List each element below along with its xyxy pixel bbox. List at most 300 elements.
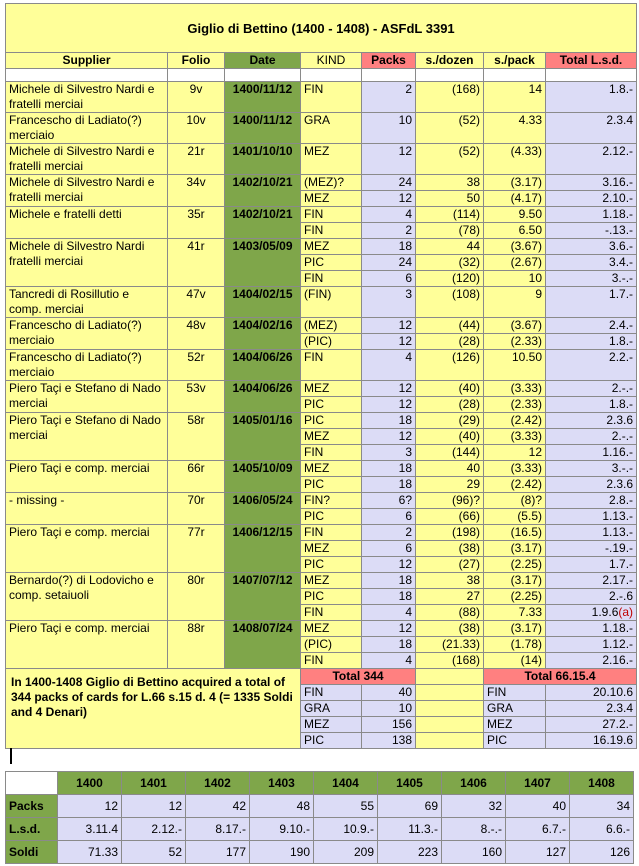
year-value: 3.11.4 bbox=[58, 818, 122, 841]
per-pack-cell: (2.67) bbox=[484, 255, 546, 271]
total-cell: 2.-.- bbox=[546, 381, 637, 397]
per-dozen-cell: (126) bbox=[416, 350, 484, 381]
total-cell: 1.18.- bbox=[546, 207, 637, 223]
total-cell: 1.8.- bbox=[546, 334, 637, 350]
footnote-marker: (a) bbox=[618, 605, 634, 619]
year-value: 34 bbox=[570, 795, 634, 818]
kind-cell: FIN bbox=[301, 271, 362, 287]
total-cell: 1.12.- bbox=[546, 637, 637, 653]
per-dozen-cell: (108) bbox=[416, 287, 484, 318]
kind-cell: (FIN) bbox=[301, 287, 362, 318]
summary-packs: 156 bbox=[362, 717, 416, 733]
date-cell: 1404/06/26 bbox=[225, 381, 301, 413]
per-dozen-cell: (66) bbox=[416, 509, 484, 525]
folio-cell: 88r bbox=[168, 621, 225, 669]
summary-packs: 138 bbox=[362, 733, 416, 749]
year-value: 10.9.- bbox=[314, 818, 378, 841]
total-value: 1.9.6 bbox=[591, 605, 619, 619]
table-row bbox=[6, 573, 637, 589]
per-pack-cell: (2.42) bbox=[484, 477, 546, 493]
summary-kind: PIC bbox=[301, 733, 362, 749]
per-dozen-cell: (168) bbox=[416, 82, 484, 113]
year-value: 177 bbox=[186, 841, 250, 864]
per-dozen-cell: (27) bbox=[416, 557, 484, 573]
year-data-row bbox=[6, 841, 634, 864]
kind-cell: FIN bbox=[301, 223, 362, 239]
date-cell: 1400/11/12 bbox=[225, 82, 301, 113]
year-value: 40 bbox=[506, 795, 570, 818]
total-cell: 2.-.6 bbox=[546, 589, 637, 605]
per-dozen-cell: (52) bbox=[416, 144, 484, 175]
per-pack-cell: 9 bbox=[484, 287, 546, 318]
per-dozen-cell: (120) bbox=[416, 271, 484, 287]
summary-packs: 40 bbox=[362, 685, 416, 701]
year-value: 42 bbox=[186, 795, 250, 818]
per-dozen-cell: (96)? bbox=[416, 493, 484, 509]
folio-cell: 10v bbox=[168, 113, 225, 144]
per-pack-cell: (3.33) bbox=[484, 429, 546, 445]
kind-cell: FIN bbox=[301, 653, 362, 669]
kind-cell: PIC bbox=[301, 397, 362, 413]
table-row bbox=[6, 413, 637, 429]
per-dozen-cell: (38) bbox=[416, 621, 484, 637]
year-header: 1408 bbox=[570, 772, 634, 795]
table-row bbox=[6, 113, 637, 144]
date-cell: 1406/12/15 bbox=[225, 525, 301, 573]
per-dozen-cell: (198) bbox=[416, 525, 484, 541]
total-cell: 3.4.- bbox=[546, 255, 637, 271]
table-row bbox=[6, 318, 637, 334]
summary-kind: GRA bbox=[484, 701, 546, 717]
total-cell: 1.8.- bbox=[546, 82, 637, 113]
total-cell: 3.6.- bbox=[546, 239, 637, 255]
kind-cell: FIN? bbox=[301, 493, 362, 509]
per-pack-cell: 4.33 bbox=[484, 113, 546, 144]
year-data-row bbox=[6, 795, 634, 818]
year-value: 32 bbox=[442, 795, 506, 818]
per-dozen-cell: (52) bbox=[416, 113, 484, 144]
total-cell: 2.-.- bbox=[546, 429, 637, 445]
folio-cell: 35r bbox=[168, 207, 225, 239]
header-packs: Packs bbox=[362, 53, 416, 69]
year-value: 6.7.- bbox=[506, 818, 570, 841]
kind-cell: FIN bbox=[301, 525, 362, 541]
per-pack-cell: (3.33) bbox=[484, 381, 546, 397]
supplier-cell: Piero Taçi e comp. merciai bbox=[6, 621, 168, 669]
packs-cell: 12 bbox=[362, 381, 416, 397]
date-cell: 1406/05/24 bbox=[225, 493, 301, 525]
supplier-cell: Michele e fratelli detti bbox=[6, 207, 168, 239]
total-cell: 2.17.- bbox=[546, 573, 637, 589]
total-cell: 2.12.- bbox=[546, 144, 637, 175]
year-header: 1402 bbox=[186, 772, 250, 795]
packs-cell: 18 bbox=[362, 573, 416, 589]
folio-cell: 80r bbox=[168, 573, 225, 621]
year-value: 9.10.- bbox=[250, 818, 314, 841]
year-value: 126 bbox=[570, 841, 634, 864]
packs-cell: 4 bbox=[362, 605, 416, 621]
year-header-row bbox=[6, 772, 634, 795]
header-kind: KIND bbox=[301, 53, 362, 69]
date-cell: 1402/10/21 bbox=[225, 175, 301, 207]
per-pack-cell: 10 bbox=[484, 271, 546, 287]
row-label: L.s.d. bbox=[6, 818, 58, 841]
kind-cell: MEZ bbox=[301, 191, 362, 207]
per-pack-cell: (1.78) bbox=[484, 637, 546, 653]
total-cell: 1.7.- bbox=[546, 287, 637, 318]
date-cell: 1404/02/15 bbox=[225, 287, 301, 318]
per-dozen-cell: 27 bbox=[416, 589, 484, 605]
total-cell: 2.2.- bbox=[546, 350, 637, 381]
per-dozen-cell: 38 bbox=[416, 573, 484, 589]
per-pack-cell: (3.17) bbox=[484, 541, 546, 557]
kind-cell: MEZ bbox=[301, 144, 362, 175]
summary-money: 16.19.6 bbox=[546, 733, 637, 749]
kind-cell: PIC bbox=[301, 477, 362, 493]
folio-cell: 9v bbox=[168, 82, 225, 113]
year-header: 1403 bbox=[250, 772, 314, 795]
packs-cell: 6 bbox=[362, 509, 416, 525]
folio-cell: 47v bbox=[168, 287, 225, 318]
table-row bbox=[6, 350, 637, 381]
kind-cell: (PIC) bbox=[301, 637, 362, 653]
total-cell: 2.3.6 bbox=[546, 477, 637, 493]
summary-kind: PIC bbox=[484, 733, 546, 749]
kind-cell: (MEZ)? bbox=[301, 175, 362, 191]
supplier-cell: Michele di Silvestro Nardi fratelli merciai bbox=[6, 239, 168, 287]
year-value: 223 bbox=[378, 841, 442, 864]
supplier-cell: Piero Taçi e Stefano di Nado merciai bbox=[6, 413, 168, 461]
per-dozen-cell: (144) bbox=[416, 445, 484, 461]
packs-cell: 24 bbox=[362, 175, 416, 191]
year-header: 1401 bbox=[122, 772, 186, 795]
table-row bbox=[6, 287, 637, 318]
date-cell: 1407/07/12 bbox=[225, 573, 301, 621]
table-row bbox=[6, 381, 637, 397]
folio-cell: 58r bbox=[168, 413, 225, 461]
kind-cell: (PIC) bbox=[301, 334, 362, 350]
money-total: Total 66.15.4 bbox=[484, 669, 637, 685]
date-cell: 1404/06/26 bbox=[225, 350, 301, 381]
packs-cell: 4 bbox=[362, 350, 416, 381]
row-label: Packs bbox=[6, 795, 58, 818]
total-cell: 1.13.- bbox=[546, 525, 637, 541]
supplier-cell: Piero Taçi e Stefano di Nado merciai bbox=[6, 381, 168, 413]
summary-text: In 1400-1408 Giglio di Bettino acquired a total of 344 packs of cards for L.66 s.15 d. 4 (= 1335 Soldi and 4 Denari) bbox=[6, 669, 301, 749]
supplier-cell: Francescho di Ladiato(?) merciaio bbox=[6, 113, 168, 144]
packs-cell: 12 bbox=[362, 318, 416, 334]
per-dozen-cell: (28) bbox=[416, 397, 484, 413]
per-pack-cell: (3.17) bbox=[484, 621, 546, 637]
per-dozen-cell: (44) bbox=[416, 318, 484, 334]
summary-kind: GRA bbox=[301, 701, 362, 717]
per-pack-cell: 6.50 bbox=[484, 223, 546, 239]
kind-cell: FIN bbox=[301, 605, 362, 621]
header-folio: Folio bbox=[168, 53, 225, 69]
packs-cell: 12 bbox=[362, 429, 416, 445]
year-value: 2.12.- bbox=[122, 818, 186, 841]
per-dozen-cell: (78) bbox=[416, 223, 484, 239]
supplier-cell: - missing - bbox=[6, 493, 168, 525]
total-cell: 1.7.- bbox=[546, 557, 637, 573]
summary-packs: 10 bbox=[362, 701, 416, 717]
supplier-cell: Michele di Silvestro Nardi e fratelli merciai bbox=[6, 144, 168, 175]
packs-total: Total 344 bbox=[301, 669, 416, 685]
per-pack-cell: (2.25) bbox=[484, 589, 546, 605]
year-value: 12 bbox=[122, 795, 186, 818]
total-cell: -.13.- bbox=[546, 223, 637, 239]
folio-cell: 77r bbox=[168, 525, 225, 573]
total-cell: 1.18.- bbox=[546, 621, 637, 637]
total-cell bbox=[546, 605, 637, 621]
kind-cell: GRA bbox=[301, 113, 362, 144]
folio-cell: 34v bbox=[168, 175, 225, 207]
per-pack-cell: 14 bbox=[484, 82, 546, 113]
folio-cell: 41r bbox=[168, 239, 225, 287]
table-row bbox=[6, 621, 637, 637]
per-pack-cell: 12 bbox=[484, 445, 546, 461]
summary-money: 27.2.- bbox=[546, 717, 637, 733]
per-pack-cell: 7.33 bbox=[484, 605, 546, 621]
packs-cell: 24 bbox=[362, 255, 416, 271]
per-pack-cell: (16.5) bbox=[484, 525, 546, 541]
table-row bbox=[6, 239, 637, 255]
summary-kind: FIN bbox=[301, 685, 362, 701]
supplier-cell: Piero Taçi e comp. merciai bbox=[6, 461, 168, 493]
packs-cell: 6 bbox=[362, 541, 416, 557]
kind-cell: PIC bbox=[301, 413, 362, 429]
kind-cell: MEZ bbox=[301, 541, 362, 557]
year-value: 8.-.- bbox=[442, 818, 506, 841]
supplier-cell: Tancredi di Rosillutio e comp. merciai bbox=[6, 287, 168, 318]
per-dozen-cell: 29 bbox=[416, 477, 484, 493]
per-pack-cell: (4.33) bbox=[484, 144, 546, 175]
supplier-cell: Michele di Silvestro Nardi e fratelli merciai bbox=[6, 175, 168, 207]
packs-cell: 2 bbox=[362, 525, 416, 541]
per-dozen-cell: (114) bbox=[416, 207, 484, 223]
kind-cell: MEZ bbox=[301, 573, 362, 589]
per-pack-cell: (2.33) bbox=[484, 397, 546, 413]
packs-cell: 18 bbox=[362, 637, 416, 653]
folio-cell: 52r bbox=[168, 350, 225, 381]
year-header: 1406 bbox=[442, 772, 506, 795]
year-value: 160 bbox=[442, 841, 506, 864]
purchases-table bbox=[5, 3, 637, 691]
year-value: 69 bbox=[378, 795, 442, 818]
table-row bbox=[6, 207, 637, 223]
header-row bbox=[6, 53, 637, 69]
total-cell: 2.4.- bbox=[546, 318, 637, 334]
folio-cell: 21r bbox=[168, 144, 225, 175]
year-value: 8.17.- bbox=[186, 818, 250, 841]
per-pack-cell: (14) bbox=[484, 653, 546, 669]
date-cell: 1401/10/10 bbox=[225, 144, 301, 175]
date-cell: 1402/10/21 bbox=[225, 207, 301, 239]
per-dozen-cell: 40 bbox=[416, 461, 484, 477]
per-pack-cell: (3.67) bbox=[484, 318, 546, 334]
header-per-dozen: s./dozen bbox=[416, 53, 484, 69]
total-cell: 1.16.- bbox=[546, 445, 637, 461]
packs-cell: 12 bbox=[362, 397, 416, 413]
total-cell: 2.16.- bbox=[546, 653, 637, 669]
yearly-table bbox=[5, 771, 634, 864]
kind-cell: FIN bbox=[301, 445, 362, 461]
table-row bbox=[6, 525, 637, 541]
per-dozen-cell: (32) bbox=[416, 255, 484, 271]
per-pack-cell: (5.5) bbox=[484, 509, 546, 525]
supplier-cell: Piero Taçi e comp. merciai bbox=[6, 525, 168, 573]
per-pack-cell: (3.17) bbox=[484, 175, 546, 191]
packs-cell: 10 bbox=[362, 113, 416, 144]
total-cell: 1.8.- bbox=[546, 397, 637, 413]
table-row bbox=[6, 461, 637, 477]
supplier-cell: Francescho di Ladiato(?) merciaio bbox=[6, 318, 168, 350]
folio-cell: 66r bbox=[168, 461, 225, 493]
kind-cell: PIC bbox=[301, 589, 362, 605]
packs-cell: 4 bbox=[362, 207, 416, 223]
header-per-pack: s./pack bbox=[484, 53, 546, 69]
per-dozen-cell: 50 bbox=[416, 191, 484, 207]
packs-cell: 18 bbox=[362, 461, 416, 477]
table-row bbox=[6, 82, 637, 113]
date-cell: 1408/07/24 bbox=[225, 621, 301, 669]
total-cell: -.19.- bbox=[546, 541, 637, 557]
header-supplier: Supplier bbox=[6, 53, 168, 69]
kind-cell: MEZ bbox=[301, 381, 362, 397]
packs-cell: 18 bbox=[362, 589, 416, 605]
table-title: Giglio di Bettino (1400 - 1408) - ASFdL 3391 bbox=[6, 4, 637, 53]
year-value: 71.33 bbox=[58, 841, 122, 864]
kind-cell: (MEZ) bbox=[301, 318, 362, 334]
year-value: 55 bbox=[314, 795, 378, 818]
packs-cell: 6? bbox=[362, 493, 416, 509]
kind-cell: MEZ bbox=[301, 429, 362, 445]
packs-cell: 12 bbox=[362, 144, 416, 175]
year-value: 52 bbox=[122, 841, 186, 864]
year-value: 209 bbox=[314, 841, 378, 864]
packs-cell: 3 bbox=[362, 287, 416, 318]
summary-money: 20.10.6 bbox=[546, 685, 637, 701]
packs-cell: 2 bbox=[362, 223, 416, 239]
summary-kind: MEZ bbox=[301, 717, 362, 733]
total-cell: 2.3.4 bbox=[546, 113, 637, 144]
total-cell: 2.8.- bbox=[546, 493, 637, 509]
per-pack-cell: (3.67) bbox=[484, 239, 546, 255]
year-value: 48 bbox=[250, 795, 314, 818]
year-value: 12 bbox=[58, 795, 122, 818]
year-value: 6.6.- bbox=[570, 818, 634, 841]
packs-cell: 18 bbox=[362, 477, 416, 493]
table-row bbox=[6, 493, 637, 509]
per-pack-cell: (2.25) bbox=[484, 557, 546, 573]
packs-cell: 3 bbox=[362, 445, 416, 461]
total-cell: 2.3.6 bbox=[546, 413, 637, 429]
kind-cell: PIC bbox=[301, 509, 362, 525]
date-cell: 1405/01/16 bbox=[225, 413, 301, 461]
year-header: 1400 bbox=[58, 772, 122, 795]
per-dozen-cell: (40) bbox=[416, 429, 484, 445]
kind-cell: FIN bbox=[301, 82, 362, 113]
total-cell: 3.-.- bbox=[546, 271, 637, 287]
packs-cell: 12 bbox=[362, 621, 416, 637]
kind-cell: PIC bbox=[301, 255, 362, 271]
year-data-row bbox=[6, 818, 634, 841]
per-dozen-cell: (21.33) bbox=[416, 637, 484, 653]
supplier-cell: Francescho di Ladiato(?) merciaio bbox=[6, 350, 168, 381]
per-dozen-cell: (40) bbox=[416, 381, 484, 397]
total-cell: 3.-.- bbox=[546, 461, 637, 477]
year-header: 1404 bbox=[314, 772, 378, 795]
header-date: Date bbox=[225, 53, 301, 69]
summary-kind: MEZ bbox=[484, 717, 546, 733]
kind-cell: FIN bbox=[301, 350, 362, 381]
year-value: 190 bbox=[250, 841, 314, 864]
per-pack-cell: (3.33) bbox=[484, 461, 546, 477]
per-pack-cell: (2.42) bbox=[484, 413, 546, 429]
per-dozen-cell: (88) bbox=[416, 605, 484, 621]
packs-cell: 6 bbox=[362, 271, 416, 287]
per-dozen-cell: 44 bbox=[416, 239, 484, 255]
per-pack-cell: (2.33) bbox=[484, 334, 546, 350]
packs-cell: 4 bbox=[362, 653, 416, 669]
per-dozen-cell: (168) bbox=[416, 653, 484, 669]
supplier-cell: Bernardo(?) di Lodovicho e comp. setaiuoli bbox=[6, 573, 168, 621]
packs-cell: 12 bbox=[362, 557, 416, 573]
packs-cell: 2 bbox=[362, 82, 416, 113]
text-cursor[interactable] bbox=[10, 748, 12, 764]
year-value: 11.3.- bbox=[378, 818, 442, 841]
date-cell: 1400/11/12 bbox=[225, 113, 301, 144]
per-pack-cell: (4.17) bbox=[484, 191, 546, 207]
spacer-row bbox=[6, 69, 637, 82]
kind-cell: MEZ bbox=[301, 621, 362, 637]
table-row bbox=[6, 144, 637, 175]
kind-cell: MEZ bbox=[301, 239, 362, 255]
year-value: 127 bbox=[506, 841, 570, 864]
total-cell: 2.10.- bbox=[546, 191, 637, 207]
per-pack-cell: 9.50 bbox=[484, 207, 546, 223]
packs-cell: 12 bbox=[362, 191, 416, 207]
total-cell: 1.13.- bbox=[546, 509, 637, 525]
per-dozen-cell: (28) bbox=[416, 334, 484, 350]
per-pack-cell: (3.17) bbox=[484, 573, 546, 589]
packs-cell: 12 bbox=[362, 334, 416, 350]
folio-cell: 53v bbox=[168, 381, 225, 413]
date-cell: 1403/05/09 bbox=[225, 239, 301, 287]
date-cell: 1405/10/09 bbox=[225, 461, 301, 493]
folio-cell: 48v bbox=[168, 318, 225, 350]
kind-cell: PIC bbox=[301, 557, 362, 573]
kind-cell: FIN bbox=[301, 207, 362, 223]
header-total: Total L.s.d. bbox=[546, 53, 637, 69]
per-dozen-cell: (29) bbox=[416, 413, 484, 429]
kind-cell: MEZ bbox=[301, 461, 362, 477]
folio-cell: 70r bbox=[168, 493, 225, 525]
packs-cell: 18 bbox=[362, 413, 416, 429]
per-pack-cell: (8)? bbox=[484, 493, 546, 509]
total-cell: 3.16.- bbox=[546, 175, 637, 191]
packs-cell: 18 bbox=[362, 239, 416, 255]
year-header: 1405 bbox=[378, 772, 442, 795]
date-cell: 1404/02/16 bbox=[225, 318, 301, 350]
row-label: Soldi bbox=[6, 841, 58, 864]
per-dozen-cell: 38 bbox=[416, 175, 484, 191]
summary-money: 2.3.4 bbox=[546, 701, 637, 717]
per-pack-cell: 10.50 bbox=[484, 350, 546, 381]
per-dozen-cell: (38) bbox=[416, 541, 484, 557]
supplier-cell: Michele di Silvestro Nardi e fratelli merciai bbox=[6, 82, 168, 113]
summary-kind: FIN bbox=[484, 685, 546, 701]
